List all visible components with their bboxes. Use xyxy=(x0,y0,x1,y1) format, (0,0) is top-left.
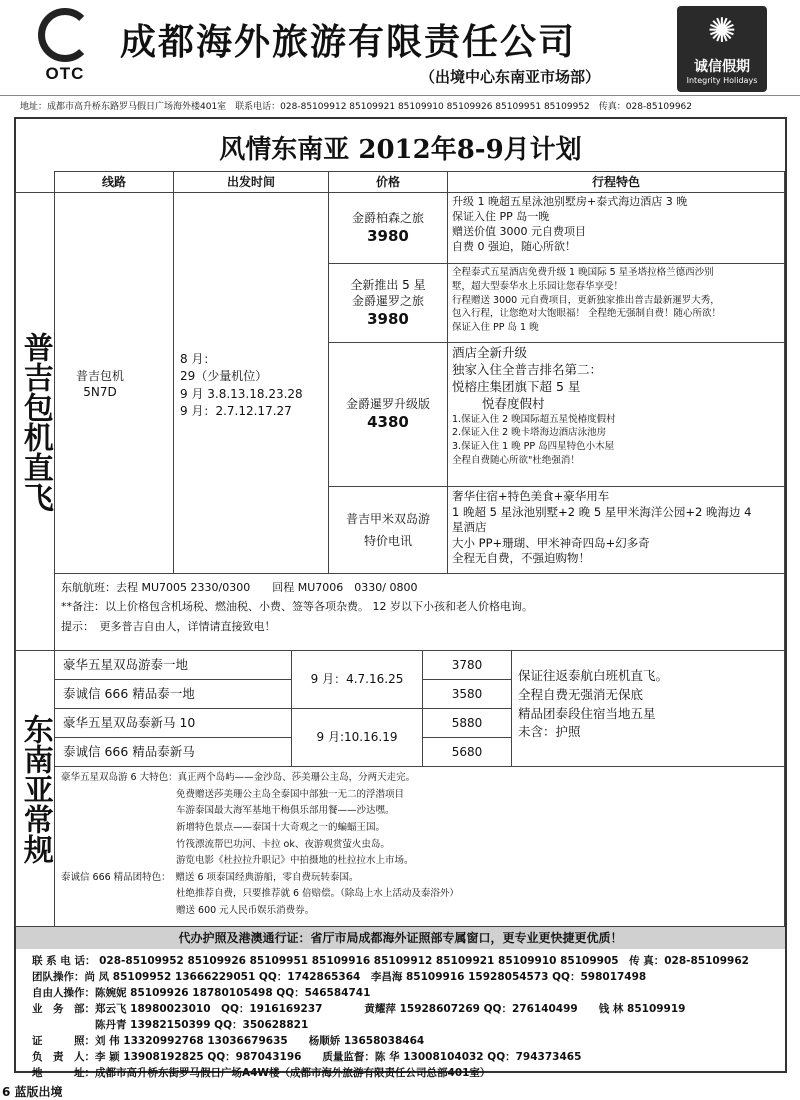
product-price: 3980 xyxy=(367,226,409,245)
product-name: 金爵柏森之旅 xyxy=(351,210,424,225)
phuket-route-cell xyxy=(54,192,174,574)
phuket-notes xyxy=(54,573,785,651)
sea-price: 5680 xyxy=(422,737,512,767)
tip-text: 提示： 更多普吉自由人，详情请直接致电！ xyxy=(61,619,276,633)
detail-line: 泰诚信 666 精品团特色： 赠送 6 项泰国经典游船，零自费玩转泰国。 xyxy=(61,871,359,883)
detail-line: 车游泰国最大海军基地干梅俱乐部用餐——沙达嘿。 xyxy=(176,805,395,817)
header-date: 出发时间 xyxy=(173,171,329,193)
product-name: 特价电讯 xyxy=(363,534,412,548)
feature-line: 2.保证入住 2 晚卡塔海边酒店泳池房 xyxy=(452,427,607,439)
date-line: 9 月：2.7.12.17.27 xyxy=(180,404,292,419)
sea-product-name: 豪华五星双岛游泰一地 xyxy=(54,650,292,680)
passport-banner: 代办护照及港澳通行证：省厅市局成都海外证照部专属窗口，更专业更快捷更优质！ xyxy=(16,927,785,949)
sea-product-name: 豪华五星双岛泰新马 10 xyxy=(54,708,292,738)
route-code: 5N7D xyxy=(83,385,117,400)
feature-line: 未含：护照 xyxy=(518,724,581,740)
product-price: 4380 xyxy=(367,413,409,432)
feature-line: 奢华住宿+特色美食+豪华用车 xyxy=(452,489,610,503)
sea-dates-1: 9 月：4.7.16.25 xyxy=(291,650,423,709)
feature-line: 酒店全新升级 xyxy=(452,345,528,360)
sea-price: 3780 xyxy=(422,650,512,680)
header-price: 价格 xyxy=(328,171,448,193)
page-header xyxy=(0,0,800,96)
product-price-cell xyxy=(328,192,448,264)
badge-en: Integrity Holidays xyxy=(686,76,758,85)
phuket-date-cell xyxy=(173,192,329,574)
feature-line: 悦榕庄集团旗下超 5 星 xyxy=(452,378,581,394)
contact-line: 证 照：刘 伟 13320992768 13036679635 杨顺娇 13658038464 xyxy=(32,1035,425,1047)
feature-line: 保证入住 PP 岛一晚 xyxy=(452,209,550,223)
contact-line: 负 责 人：李 颖 13908192825 QQ：987043196 质量监督：陈 华 13008104032 QQ：794373465 xyxy=(32,1051,582,1063)
otc-logo xyxy=(30,8,100,88)
page-footer: 6 蓝版出境 xyxy=(2,1085,63,1099)
contact-line: 团队操作：尚 凤 85109952 13666229051 QQ：1742865364 李昌海 85109916 15928054573 QQ：598017498 xyxy=(32,971,647,983)
product-name: 金爵暹罗升级版 xyxy=(345,397,430,412)
integrity-holidays-logo xyxy=(677,6,767,92)
department: （出境中心东南亚市场部） xyxy=(420,68,601,86)
date-line: 29（少量机位） xyxy=(180,369,268,384)
contact-line: 业 务 部：郑云飞 18980023010 QQ：1916169237 黄耀萍 15928607269 QQ：276140499 钱 林 85109919 xyxy=(32,1003,686,1015)
contact-line: 地 址：成都市高升桥东街罗马假日广场A4W楼（成都市海外旅游有限责任公司总部401室） xyxy=(32,1067,491,1079)
detail-line: 游览电影《杜拉拉升职记》中拍摄地的杜拉拉水上市场。 xyxy=(176,855,414,867)
product-price: 3980 xyxy=(367,310,409,329)
product-name: 全新推出 5 星 xyxy=(350,277,426,292)
header-address: 地址：成都市高升桥东路罗马假日广场海外楼401室 联系电话：028-85109912 85109921 85109910 85109926 85109951 85109952 传真：028-85109962 xyxy=(20,102,692,112)
product-price-cell xyxy=(328,486,448,574)
feature-line: 全程无自费，不强迫购物！ xyxy=(452,551,590,566)
feature-line: 墅，超大型泰华水上乐园让您春华享受！ xyxy=(452,280,624,292)
sea-dates-2: 9 月:10.16.19 xyxy=(291,708,423,767)
feature-line: 赠送价值 3000 元自费项目 xyxy=(452,224,586,238)
date-line: 9 月 3.8.13.18.23.28 xyxy=(180,386,303,401)
feature-line: 精品团泰段住宿当地五星 xyxy=(518,705,656,721)
contact-line: 陈丹青 13982150399 QQ：350628821 xyxy=(32,1019,309,1031)
product-name: 金爵暹罗之旅 xyxy=(351,293,424,308)
detail-line: 赠送 600 元人民币娱乐消费券。 xyxy=(176,905,315,916)
feature-line: 3.保证入住 1 晚 PP 岛四星特色小木屋 xyxy=(452,441,615,453)
otc-logo-mark-icon xyxy=(38,8,92,62)
page-title: 风情东南亚 2012年8-9月计划 xyxy=(219,135,582,165)
main-frame xyxy=(14,117,787,1079)
feature-line: 全程自费无强消无保底 xyxy=(518,686,644,702)
detail-line: 新增特色景点——泰国十大奇观之一的蝙蝠王国。 xyxy=(176,821,386,833)
product-price-cell xyxy=(328,263,448,343)
feature-line: 自费 0 强迫，随心所欲！ xyxy=(452,239,576,253)
feature-line: 悦春度假村 xyxy=(482,395,545,411)
product-features-cell xyxy=(447,263,785,343)
logo-text: OTC xyxy=(45,64,85,83)
sea-product-name: 泰诚信 666 精品泰新马 xyxy=(54,737,292,767)
product-name: 普吉甲米双岛游 xyxy=(345,511,430,526)
sea-price: 5880 xyxy=(422,708,512,738)
feature-line: 星酒店 xyxy=(452,520,487,535)
detail-line: 豪华五星双岛游 6 大特色：真正两个岛屿——金沙岛、莎美珊公主岛，分两天走完。 xyxy=(61,772,416,783)
feature-line: 大小 PP+珊瑚、甲米神奇四岛+幻多奇 xyxy=(452,535,650,550)
sea-price: 3580 xyxy=(422,679,512,709)
phuket-route xyxy=(65,368,135,400)
sea-product-name: 泰诚信 666 精品泰一地 xyxy=(54,679,292,709)
date-line: 8 月： xyxy=(180,352,216,366)
phuket-section-label: 普吉包机直飞 xyxy=(17,331,53,512)
feature-line: 1.保证入住 2 晚国际超五星悦椿度假村 xyxy=(452,413,616,425)
detail-line: 竹筏漂流帮巴功河、卡拉 ok、夜游观赏萤火虫岛。 xyxy=(176,838,390,850)
feature-line: 全程泰式五星酒店免费升级 1 晚国际 5 星圣塔拉格兰德西沙别 xyxy=(452,267,714,278)
company-name: 成都海外旅游有限责任公司 xyxy=(120,21,577,63)
product-features-cell xyxy=(447,342,785,487)
phuket-dates xyxy=(180,351,303,421)
sea-details xyxy=(54,766,785,927)
badge-cn: 诚信假期 xyxy=(694,59,750,75)
feature-line: 1 晚超 5 星泳池别墅+2 晚 5 星甲米海洋公园+2 晚海边 4 xyxy=(452,504,752,519)
feature-line: 升级 1 晚超五星泳池别墅房+泰式海边酒店 3 晚 xyxy=(452,195,688,208)
route-name: 普吉包机 xyxy=(75,369,124,383)
feature-line: 保证往返泰航白班机直飞。 xyxy=(518,668,669,683)
feature-line: 包入行程，让您绝对大饱眼福！ 全程绝无强制自费！随心所欲！ xyxy=(452,308,722,320)
feature-line: 行程赠送 3000 元自费项目，更新独家推出普吉最新暹罗大秀， xyxy=(452,294,720,306)
contact-line: 自由人操作：陈婉妮 85109926 18780105498 QQ：546584741 xyxy=(32,987,371,999)
detail-line: 杜绝推荐自费，只要推荐就 6 倍赔偿。（除岛上水上活动及泰浴外） xyxy=(176,888,459,900)
feature-line: 全程自费随心所欲"杜绝强消！ xyxy=(452,454,580,466)
flight-info: 东航航班：去程 MU7005 2330/0300 回程 MU7006 0330/ 0800 xyxy=(61,581,418,594)
header-route: 线路 xyxy=(54,171,174,193)
sea-features xyxy=(511,650,785,767)
palm-star-icon: ✺ xyxy=(707,11,737,51)
product-price-cell xyxy=(328,342,448,487)
price-note: **备注：以上价格包含机场税、燃油税、小费、签等各项杂费。 12 岁以下小孩和老人价格电询。 xyxy=(61,600,533,614)
product-features-cell xyxy=(447,486,785,574)
header-features: 行程特色 xyxy=(447,171,785,193)
contact-line: 联 系 电 话： 028-85109952 85109926 85109951 85109916 85109912 85109921 85109910 85109905 传 真：028-85109962 xyxy=(32,955,749,967)
product-features-cell xyxy=(447,192,785,264)
feature-line: 独家入住全普吉排名第二： xyxy=(452,361,603,377)
feature-line: 保证入住 PP 岛 1 晚 xyxy=(452,322,539,334)
sea-section-label: 东南亚常规 xyxy=(17,713,53,864)
detail-line: 免费赠送莎美珊公主岛全泰国中部独一无二的浮潜项目 xyxy=(176,788,405,800)
